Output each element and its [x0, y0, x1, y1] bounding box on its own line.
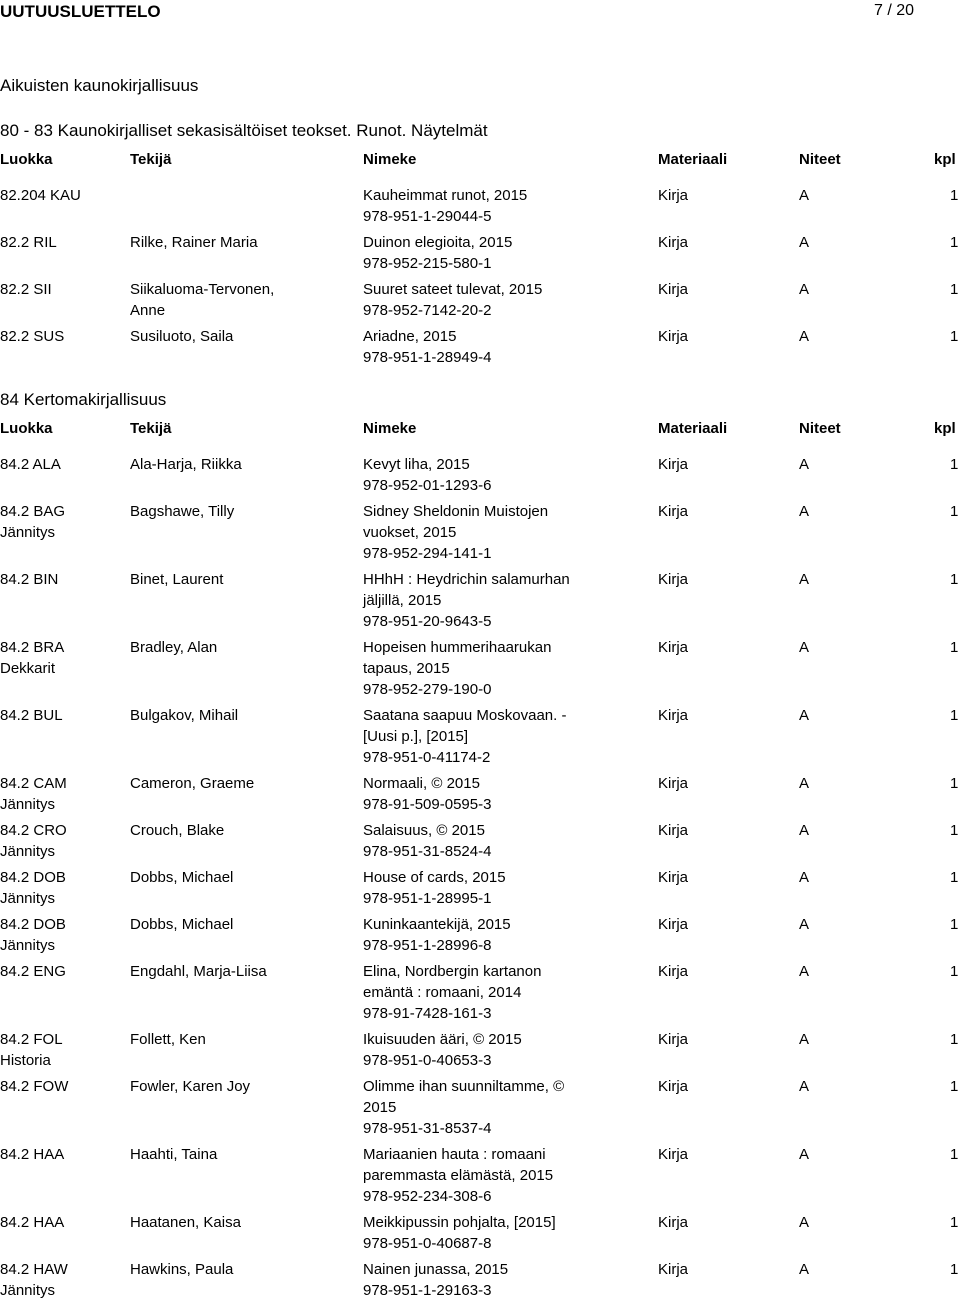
title — [363, 773, 603, 815]
column-header-row — [0, 151, 960, 173]
material: Kirja — [658, 963, 689, 980]
author-line: Rilke, Rainer Maria — [130, 234, 258, 251]
material: Kirja — [658, 1146, 689, 1163]
author-line: Anne — [130, 302, 166, 319]
title — [363, 501, 603, 564]
col-header-material: Materiaali — [658, 151, 728, 168]
class-code-line: 84.2 ALA — [0, 456, 61, 473]
shelf: A — [799, 503, 810, 520]
author — [130, 1212, 350, 1233]
material: Kirja — [658, 869, 689, 886]
author-line: Follett, Ken — [130, 1031, 206, 1048]
class-code — [0, 1259, 120, 1301]
title — [363, 1212, 603, 1254]
count: 1 — [950, 822, 959, 839]
catalog-group-poetry — [0, 121, 960, 373]
class-code — [0, 569, 120, 590]
author — [130, 961, 350, 982]
class-code — [0, 279, 120, 300]
count: 1 — [950, 328, 959, 345]
title — [363, 1029, 603, 1071]
class-code — [0, 501, 120, 543]
material: Kirja — [658, 328, 689, 345]
class-code — [0, 1144, 120, 1165]
class-code-line: 84.2 BAG — [0, 503, 66, 520]
shelf: A — [799, 571, 810, 588]
class-code-line: Jännitys — [0, 524, 56, 541]
title-line: Normaali, © 2015 — [363, 775, 480, 792]
title-line: Saatana saapuu Moskovaan. - — [363, 707, 567, 724]
class-code-line: 84.2 HAW — [0, 1261, 68, 1278]
class-code-line: 82.2 SUS — [0, 328, 65, 345]
shelf: A — [799, 1261, 810, 1278]
class-code-line: Historia — [0, 1052, 51, 1069]
shelf: A — [799, 707, 810, 724]
material: Kirja — [658, 1031, 689, 1048]
material: Kirja — [658, 1078, 689, 1095]
title — [363, 185, 603, 227]
author-line: Dobbs, Michael — [130, 916, 234, 933]
title-line: emäntä : romaani, 2014 — [363, 984, 522, 1001]
author — [130, 569, 350, 590]
catalog-row — [0, 501, 960, 564]
class-code-line: 82.204 KAU — [0, 187, 81, 204]
title — [363, 961, 603, 1024]
author — [130, 326, 350, 347]
class-code — [0, 773, 120, 815]
class-code — [0, 454, 120, 475]
title-line: Duinon elegioita, 2015 — [363, 234, 513, 251]
author-line: Haatanen, Kaisa — [130, 1214, 241, 1231]
shelf: A — [799, 1078, 810, 1095]
class-code-line: Jännitys — [0, 1282, 56, 1299]
count: 1 — [950, 503, 959, 520]
material: Kirja — [658, 503, 689, 520]
class-code-line: 82.2 RIL — [0, 234, 57, 251]
count: 1 — [950, 775, 959, 792]
material: Kirja — [658, 1214, 689, 1231]
author-line: Ala-Harja, Riikka — [130, 456, 242, 473]
catalog-row — [0, 1212, 960, 1254]
material: Kirja — [658, 571, 689, 588]
count: 1 — [950, 707, 959, 724]
col-header-shelf: Niteet — [799, 420, 841, 437]
col-header-material: Materiaali — [658, 420, 728, 437]
title — [363, 232, 603, 274]
shelf: A — [799, 775, 810, 792]
class-code-line: 84.2 HAA — [0, 1214, 65, 1231]
class-code — [0, 1212, 120, 1233]
class-code-line: 82.2 SII — [0, 281, 52, 298]
author — [130, 454, 350, 475]
rows — [0, 454, 960, 1301]
section-title: Aikuisten kaunokirjallisuus — [0, 76, 199, 95]
author — [130, 867, 350, 888]
count: 1 — [950, 1031, 959, 1048]
author — [130, 1076, 350, 1097]
title-line: Elina, Nordbergin kartanon — [363, 963, 542, 980]
class-code-line: Jännitys — [0, 796, 56, 813]
shelf: A — [799, 916, 810, 933]
count: 1 — [950, 281, 959, 298]
catalog-row — [0, 1029, 960, 1071]
author-line: Bagshawe, Tilly — [130, 503, 235, 520]
title-line: 978-951-31-8537-4 — [363, 1120, 492, 1137]
catalog-row — [0, 279, 960, 321]
shelf: A — [799, 281, 810, 298]
class-code — [0, 705, 120, 726]
title-line: Meikkipussin pohjalta, [2015] — [363, 1214, 556, 1231]
class-code-line: Jännitys — [0, 937, 56, 954]
class-code-line: 84.2 FOW — [0, 1078, 69, 1095]
title — [363, 1259, 603, 1301]
catalog-row — [0, 1076, 960, 1139]
material: Kirja — [658, 1261, 689, 1278]
material: Kirja — [658, 456, 689, 473]
title-line: 978-952-215-580-1 — [363, 255, 492, 272]
class-code — [0, 914, 120, 956]
page-number: 7 / 20 — [873, 2, 914, 19]
title-line: Sidney Sheldonin Muistojen — [363, 503, 549, 520]
document-title: UUTUUSLUETTELO — [0, 2, 161, 21]
author-line: Dobbs, Michael — [130, 869, 234, 886]
class-code-line: 84.2 HAA — [0, 1146, 65, 1163]
catalog-row — [0, 454, 960, 496]
catalog-row — [0, 326, 960, 368]
col-header-count: kpl — [934, 151, 956, 168]
author-line: Siikaluoma-Tervonen, — [130, 281, 275, 298]
class-code-line: 84.2 DOB — [0, 869, 66, 886]
count: 1 — [950, 571, 959, 588]
title-line: Salaisuus, © 2015 — [363, 822, 485, 839]
class-code — [0, 1076, 120, 1097]
title — [363, 914, 603, 956]
class-code-line: 84.2 BRA — [0, 639, 65, 656]
material: Kirja — [658, 187, 689, 204]
title-line: 2015 — [363, 1099, 397, 1116]
author-line: Cameron, Graeme — [130, 775, 255, 792]
material: Kirja — [658, 281, 689, 298]
rows — [0, 185, 960, 368]
class-code-line: 84.2 CRO — [0, 822, 67, 839]
catalog-row — [0, 705, 960, 768]
col-header-author: Tekijä — [130, 151, 172, 168]
catalog-row — [0, 232, 960, 274]
class-code-line: Dekkarit — [0, 660, 56, 677]
shelf: A — [799, 328, 810, 345]
title-line: Suuret sateet tulevat, 2015 — [363, 281, 543, 298]
title-line: 978-952-234-308-6 — [363, 1188, 492, 1205]
class-code — [0, 326, 120, 347]
title-line: Hopeisen hummerihaarukan — [363, 639, 552, 656]
shelf: A — [799, 639, 810, 656]
class-code-line: 84.2 FOL — [0, 1031, 63, 1048]
count: 1 — [950, 1078, 959, 1095]
count: 1 — [950, 639, 959, 656]
title-line: vuokset, 2015 — [363, 524, 457, 541]
class-code-line: Jännitys — [0, 890, 56, 907]
title-line: 978-951-31-8524-4 — [363, 843, 492, 860]
catalog-row — [0, 185, 960, 227]
material: Kirja — [658, 822, 689, 839]
count: 1 — [950, 187, 959, 204]
material: Kirja — [658, 639, 689, 656]
title-line: 978-951-0-40653-3 — [363, 1052, 492, 1069]
author-line: Bradley, Alan — [130, 639, 218, 656]
title-line: 978-951-1-28995-1 — [363, 890, 492, 907]
count: 1 — [950, 963, 959, 980]
class-code-line: 84.2 ENG — [0, 963, 66, 980]
title-line: Kuninkaantekijä, 2015 — [363, 916, 511, 933]
class-code-line: 84.2 BIN — [0, 571, 59, 588]
title-line: paremmasta elämästä, 2015 — [363, 1167, 554, 1184]
shelf: A — [799, 1031, 810, 1048]
author — [130, 1144, 350, 1165]
author — [130, 232, 350, 253]
author-line: Haahti, Taina — [130, 1146, 218, 1163]
title-line: 978-951-20-9643-5 — [363, 613, 492, 630]
title-line: 978-951-1-29044-5 — [363, 208, 492, 225]
title — [363, 705, 603, 768]
title-line: 978-952-7142-20-2 — [363, 302, 492, 319]
author — [130, 1259, 350, 1280]
title — [363, 820, 603, 862]
shelf: A — [799, 234, 810, 251]
author — [130, 820, 350, 841]
col-header-class: Luokka — [0, 420, 53, 437]
title-line: Nainen junassa, 2015 — [363, 1261, 509, 1278]
title — [363, 569, 603, 632]
title-line: 978-951-0-41174-2 — [363, 749, 491, 766]
author-line: Susiluoto, Saila — [130, 328, 234, 345]
class-code — [0, 961, 120, 982]
shelf: A — [799, 963, 810, 980]
title-line: 978-91-7428-161-3 — [363, 1005, 492, 1022]
shelf: A — [799, 187, 810, 204]
col-header-class: Luokka — [0, 151, 53, 168]
title — [363, 454, 603, 496]
author-line: Fowler, Karen Joy — [130, 1078, 251, 1095]
title-line: 978-952-279-190-0 — [363, 681, 492, 698]
title-line: 978-951-1-28996-8 — [363, 937, 492, 954]
class-code — [0, 867, 120, 909]
title-line: House of cards, 2015 — [363, 869, 506, 886]
class-code-line: 84.2 DOB — [0, 916, 66, 933]
author-line: Binet, Laurent — [130, 571, 224, 588]
title-line: Ikuisuuden ääri, © 2015 — [363, 1031, 522, 1048]
title — [363, 867, 603, 909]
catalog-group-fiction — [0, 390, 960, 1306]
count: 1 — [950, 1214, 959, 1231]
count: 1 — [950, 1261, 959, 1278]
author-line: Bulgakov, Mihail — [130, 707, 239, 724]
catalog-row — [0, 961, 960, 1024]
title-line: 978-951-1-29163-3 — [363, 1282, 492, 1299]
class-code — [0, 1029, 120, 1071]
col-header-author: Tekijä — [130, 420, 172, 437]
catalog-row — [0, 637, 960, 700]
col-header-title: Nimeke — [363, 420, 417, 437]
catalog-row — [0, 1259, 960, 1301]
shelf: A — [799, 869, 810, 886]
title-line: Kauheimmat runot, 2015 — [363, 187, 528, 204]
title-line: Olimme ihan suunniltamme, © — [363, 1078, 565, 1095]
title — [363, 279, 603, 321]
author — [130, 705, 350, 726]
shelf: A — [799, 1214, 810, 1231]
count: 1 — [950, 916, 959, 933]
col-header-count: kpl — [934, 420, 956, 437]
group-title: 84 Kertomakirjallisuus — [0, 390, 167, 409]
material: Kirja — [658, 916, 689, 933]
catalog-row — [0, 569, 960, 632]
catalog-row — [0, 1144, 960, 1207]
material: Kirja — [658, 707, 689, 724]
shelf: A — [799, 456, 810, 473]
catalog-row — [0, 773, 960, 815]
count: 1 — [950, 234, 959, 251]
title — [363, 1076, 603, 1139]
class-code-line: 84.2 CAM — [0, 775, 67, 792]
title-line: HHhH : Heydrichin salamurhan — [363, 571, 570, 588]
author-line: Hawkins, Paula — [130, 1261, 234, 1278]
class-code — [0, 637, 120, 679]
count: 1 — [950, 869, 959, 886]
title-line: 978-91-509-0595-3 — [363, 796, 492, 813]
col-header-shelf: Niteet — [799, 151, 841, 168]
author-line: Engdahl, Marja-Liisa — [130, 963, 267, 980]
title-line: 978-951-0-40687-8 — [363, 1235, 492, 1252]
count: 1 — [950, 1146, 959, 1163]
class-code — [0, 820, 120, 862]
col-header-title: Nimeke — [363, 151, 417, 168]
class-code — [0, 232, 120, 253]
title — [363, 1144, 603, 1207]
title-line: Mariaanien hauta : romaani — [363, 1146, 546, 1163]
title — [363, 637, 603, 700]
title-line: 978-951-1-28949-4 — [363, 349, 492, 366]
shelf: A — [799, 1146, 810, 1163]
author — [130, 637, 350, 658]
title-line: Kevyt liha, 2015 — [363, 456, 470, 473]
author — [130, 279, 350, 321]
group-title: 80 - 83 Kaunokirjalliset sekasisältöiset teokset. Runot. Näytelmät — [0, 121, 488, 140]
count: 1 — [950, 456, 959, 473]
title-line: tapaus, 2015 — [363, 660, 450, 677]
author — [130, 914, 350, 935]
class-code-line: Jännitys — [0, 843, 56, 860]
class-code — [0, 185, 120, 206]
author — [130, 1029, 350, 1050]
title-line: Ariadne, 2015 — [363, 328, 457, 345]
material: Kirja — [658, 234, 689, 251]
shelf: A — [799, 822, 810, 839]
catalog-row — [0, 867, 960, 909]
column-header-row — [0, 420, 960, 442]
title-line: [Uusi p.], [2015] — [363, 728, 469, 745]
title-line: 978-952-294-141-1 — [363, 545, 492, 562]
class-code-line: 84.2 BUL — [0, 707, 63, 724]
title — [363, 326, 603, 368]
catalog-row — [0, 820, 960, 862]
material: Kirja — [658, 775, 689, 792]
catalog-row — [0, 914, 960, 956]
title-line: 978-952-01-1293-6 — [363, 477, 492, 494]
author — [130, 773, 350, 794]
author — [130, 501, 350, 522]
title-line: jäljillä, 2015 — [363, 592, 442, 609]
author-line: Crouch, Blake — [130, 822, 225, 839]
